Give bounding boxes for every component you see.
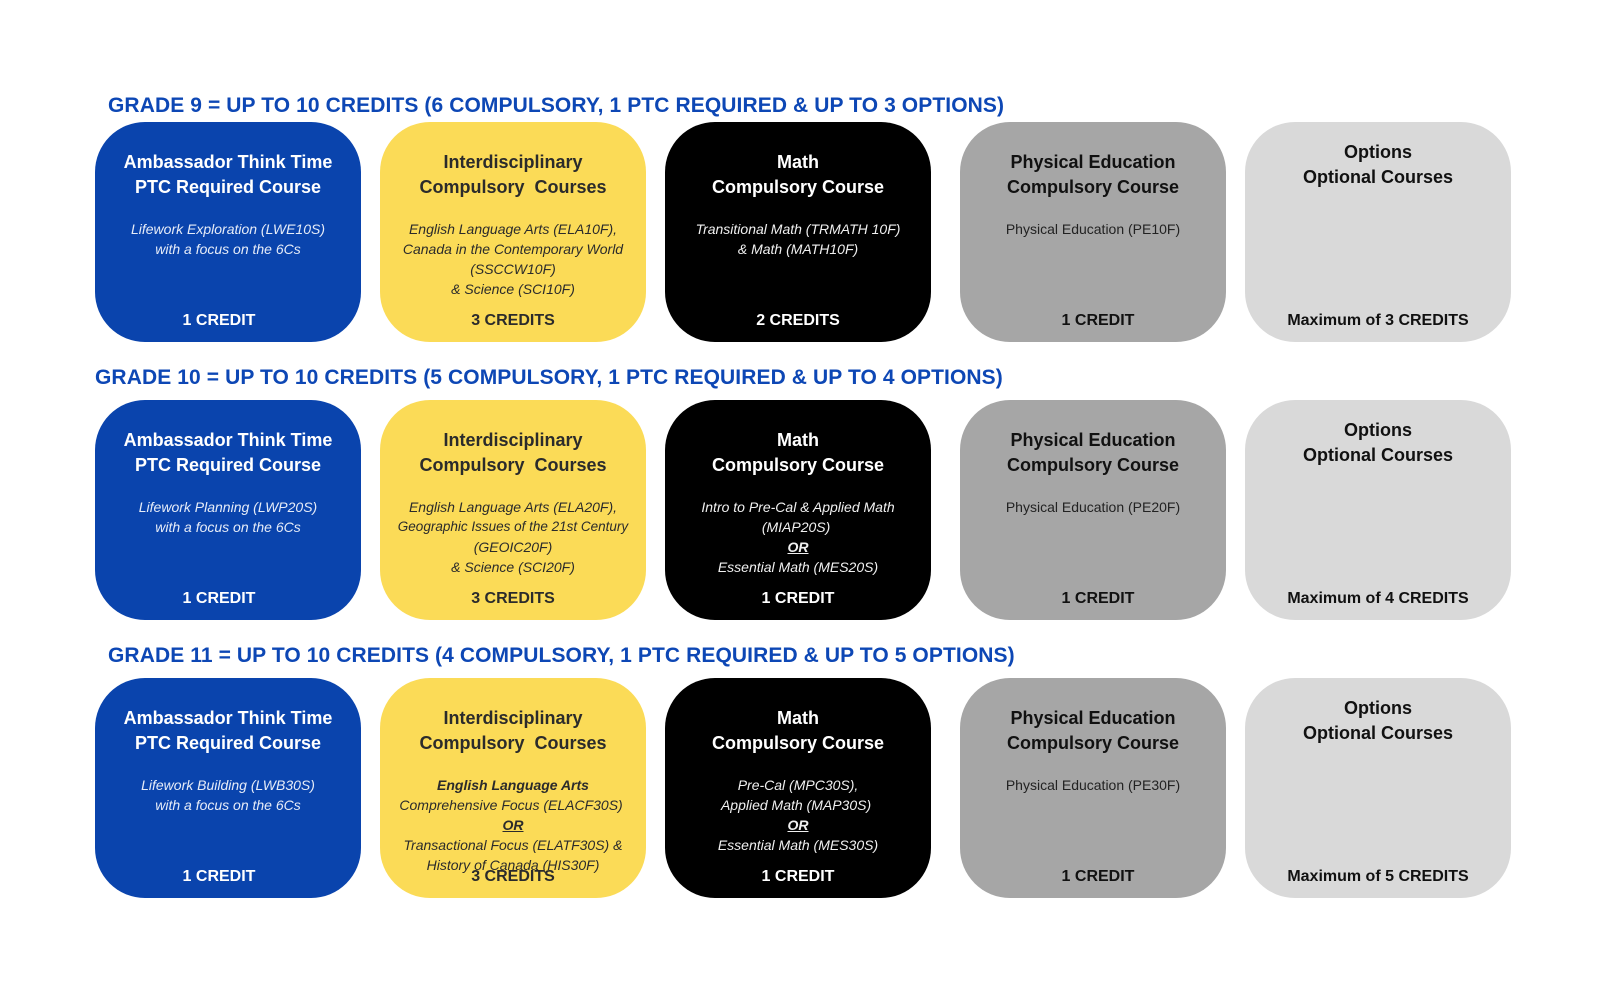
or-connector: OR (502, 817, 524, 833)
description-line: with a focus on the 6Cs (155, 797, 301, 813)
description-line (665, 795, 931, 835)
card-title-line: Options (1344, 698, 1412, 718)
math-card (665, 400, 931, 620)
card-title-line: Physical Education (1010, 430, 1176, 450)
description-line: Pre-Cal (MPC30S), (737, 777, 859, 793)
card-title-line: Compulsory Courses (419, 177, 607, 197)
card-title-line: Compulsory Course (1006, 455, 1180, 475)
card-description (665, 775, 931, 855)
card-title (95, 150, 361, 200)
grade-11-heading: GRADE 11 = UP TO 10 CREDITS (4 COMPULSORY, 1 PTC REQUIRED & UP TO 5 OPTIONS) (108, 644, 1015, 667)
grade-10-heading: GRADE 10 = UP TO 10 CREDITS (5 COMPULSORY, 1 PTC REQUIRED & UP TO 4 OPTIONS) (95, 366, 1003, 389)
description-line: Canada in the Contemporary World (402, 241, 624, 257)
description-line (665, 517, 931, 557)
description-text: (MIAP20S) (761, 519, 835, 535)
card-description (960, 219, 1226, 239)
card-title-line: Interdisciplinary (443, 152, 583, 172)
card-title-line: Math (777, 708, 819, 728)
card-title-line: Compulsory Course (711, 455, 885, 475)
card-title (665, 706, 931, 756)
card-title (665, 150, 931, 200)
ptc-card (95, 678, 361, 898)
ptc-card (95, 400, 361, 620)
card-title-line: Options (1344, 420, 1412, 440)
ptc-card (95, 122, 361, 342)
card-title-line: PTC Required Course (134, 733, 322, 753)
card-title (960, 706, 1226, 756)
card-title-line: Physical Education (1010, 708, 1176, 728)
description-line: & Math (MATH10F) (737, 241, 859, 257)
description-line: English Language Arts (437, 777, 589, 793)
credit-count: Maximum of 5 CREDITS (1287, 868, 1469, 885)
credit-count: 3 CREDITS (471, 590, 555, 607)
card-title-line: Compulsory Course (1006, 733, 1180, 753)
description-line: Essential Math (MES20S) (717, 559, 879, 575)
card-title-line: Ambassador Think Time (123, 152, 333, 172)
description-line: Lifework Planning (LWP20S) (138, 499, 318, 515)
grade-10-row (95, 400, 1515, 620)
card-title-line: Optional Courses (1302, 445, 1454, 465)
card-title-line: Compulsory Course (1006, 177, 1180, 197)
card-description (380, 219, 646, 299)
card-description (665, 219, 931, 259)
description-line: with a focus on the 6Cs (155, 519, 301, 535)
description-line: History of Canada (HIS30F) (426, 857, 600, 873)
card-title (1245, 140, 1511, 190)
card-description (95, 219, 361, 259)
credit-count: 1 CREDIT (1061, 868, 1135, 885)
description-line: Transitional Math (TRMATH 10F) (695, 221, 901, 237)
description-line: (SSCCW10F) (470, 261, 556, 277)
description-line: Essential Math (MES30S) (717, 837, 879, 853)
card-description (95, 775, 361, 815)
card-title-line: Optional Courses (1302, 723, 1454, 743)
credit-count: 1 CREDIT (761, 868, 835, 885)
or-connector: OR (787, 817, 809, 833)
description-line: Lifework Building (LWB30S) (141, 777, 315, 793)
card-title-line: Interdisciplinary (443, 430, 583, 450)
card-title-line: Compulsory Courses (419, 733, 607, 753)
description-line: English Language Arts (ELA10F), (408, 221, 618, 237)
card-title-line: Options (1344, 142, 1412, 162)
description-line: English Language Arts (ELA20F), (408, 499, 618, 515)
credit-count: 1 CREDIT (182, 312, 256, 329)
options-card (1245, 678, 1511, 898)
card-title (665, 428, 931, 478)
credit-count: 1 CREDIT (182, 868, 256, 885)
card-title (960, 150, 1226, 200)
pe-card (960, 122, 1226, 342)
description-line: Geographic Issues of the 21st Century (397, 519, 629, 534)
credit-count: 3 CREDITS (471, 312, 555, 329)
grade-11-row (95, 678, 1515, 898)
card-title-line: Compulsory Course (711, 177, 885, 197)
credit-count: Maximum of 4 CREDITS (1287, 590, 1469, 607)
math-card (665, 122, 931, 342)
card-description (960, 775, 1226, 795)
card-title-line: Math (777, 430, 819, 450)
card-title (1245, 418, 1511, 468)
description-line: with a focus on the 6Cs (155, 241, 301, 257)
card-description (95, 497, 361, 537)
or-connector: OR (787, 539, 809, 555)
card-title (380, 706, 646, 756)
interdisciplinary-card (380, 678, 646, 898)
description-line: Intro to Pre-Cal & Applied Math (701, 499, 895, 515)
card-title-line: PTC Required Course (134, 177, 322, 197)
description-line: (GEOIC20F) (473, 539, 553, 555)
description-line: Physical Education (PE30F) (1005, 777, 1181, 793)
card-description (665, 497, 931, 577)
card-title-line: Compulsory Course (711, 733, 885, 753)
card-title (380, 428, 646, 478)
card-title-line: Interdisciplinary (443, 708, 583, 728)
description-line: & Science (SCI20F) (451, 559, 575, 575)
credit-count: 1 CREDIT (182, 590, 256, 607)
card-title (95, 706, 361, 756)
interdisciplinary-card (380, 122, 646, 342)
grade-9-heading: GRADE 9 = UP TO 10 CREDITS (6 COMPULSORY, 1 PTC REQUIRED & UP TO 3 OPTIONS) (108, 94, 1005, 117)
description-line: Physical Education (PE20F) (1005, 499, 1181, 515)
card-description (380, 775, 646, 875)
credit-count: 1 CREDIT (1061, 590, 1135, 607)
description-line: Transactional Focus (ELATF30S) & (403, 837, 623, 853)
description-line: Lifework Exploration (LWE10S) (130, 221, 325, 237)
description-text: Comprehensive Focus (ELACF30S) (399, 797, 627, 813)
card-title-line: Ambassador Think Time (123, 430, 333, 450)
credit-count: 2 CREDITS (756, 312, 840, 329)
math-card (665, 678, 931, 898)
description-line: Physical Education (PE10F) (1005, 221, 1181, 237)
description-line: & Science (SCI10F) (451, 281, 575, 297)
description-line (380, 795, 646, 835)
card-description (380, 497, 646, 577)
card-title (95, 428, 361, 478)
card-title-line: Compulsory Courses (419, 455, 607, 475)
card-title-line: PTC Required Course (134, 455, 322, 475)
credit-count: Maximum of 3 CREDITS (1287, 312, 1469, 329)
options-card (1245, 122, 1511, 342)
card-title-line: Math (777, 152, 819, 172)
interdisciplinary-card (380, 400, 646, 620)
pe-card (960, 400, 1226, 620)
card-title (960, 428, 1226, 478)
card-title (1245, 696, 1511, 746)
card-title-line: Optional Courses (1302, 167, 1454, 187)
pe-card (960, 678, 1226, 898)
credit-count: 1 CREDIT (1061, 312, 1135, 329)
card-title-line: Physical Education (1010, 152, 1176, 172)
description-text: Applied Math (MAP30S) (720, 797, 876, 813)
credit-count: 1 CREDIT (761, 590, 835, 607)
card-title (380, 150, 646, 200)
credit-count: 3 CREDITS (471, 868, 555, 885)
card-description (960, 497, 1226, 517)
options-card (1245, 400, 1511, 620)
grade-9-row (95, 122, 1515, 342)
card-title-line: Ambassador Think Time (123, 708, 333, 728)
